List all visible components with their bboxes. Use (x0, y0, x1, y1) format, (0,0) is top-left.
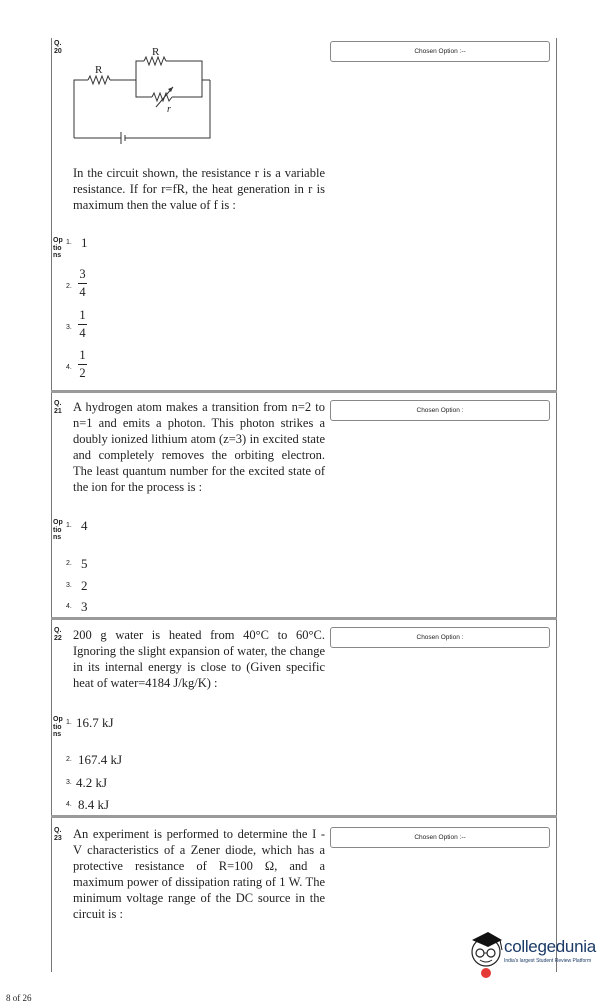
right-border (556, 38, 557, 972)
question-number: Q. 21 (54, 400, 62, 415)
question-number: Q. 23 (54, 827, 62, 842)
option-value: 4 (81, 518, 88, 533)
logo-tagline: India's largest Student Review Platform (504, 958, 592, 964)
option-number: 4. (66, 801, 72, 808)
fraction-denominator: 2 (79, 366, 86, 380)
option-value: 1 (81, 235, 88, 250)
option-value: 4.2 kJ (76, 775, 108, 790)
option-value: 167.4 kJ (78, 752, 123, 767)
option-fraction (78, 309, 87, 340)
option-number: 2. (66, 283, 72, 290)
option-number: 1. (66, 522, 72, 529)
chosen-option-box: Chosen Option : (330, 400, 550, 421)
options-label: Op tio ns (53, 716, 63, 738)
question-number: Q. 22 (54, 627, 62, 642)
option-value: 5 (81, 556, 88, 571)
question-text: An experiment is performed to determine the I - V characteristics of a Zener diode, which has a protective resistance of R=100 Ω, and a maximum power of dissipation rating of 1 W. The minimum voltage range of the DC source in the circuit is : (73, 827, 325, 921)
question-number: Q. 20 (54, 40, 62, 55)
option-value: 3 (81, 599, 88, 614)
question-text: A hydrogen atom makes a transition from n=2 to n=1 and emits a photon. This photon strikes a doubly ionized lithium atom (z=3) in excited state and completely removes the orbiting electron. The least quantum number for the excited state of the ion for the process is : (73, 400, 325, 494)
option-number: 4. (66, 603, 72, 610)
option-number: 2. (66, 756, 72, 763)
option-number: 3. (66, 324, 72, 331)
logo-wordmark: collegedunia (504, 937, 596, 956)
fraction-numerator: 3 (79, 267, 86, 281)
chosen-option-box: Chosen Option :-- (330, 827, 550, 848)
fraction-bar (78, 364, 87, 365)
page-number: 8 of 26 (6, 993, 32, 1003)
option-number: 4. (66, 364, 72, 371)
option-number: 1. (66, 239, 72, 246)
option-value: 8.4 kJ (78, 797, 110, 812)
resistor-label-top: R (152, 46, 160, 58)
question-divider (51, 390, 557, 393)
question-divider (51, 815, 557, 818)
left-border (51, 38, 52, 972)
option-number: 1. (66, 719, 72, 726)
circuit-diagram (70, 45, 220, 165)
variable-resistor-label: r (167, 104, 171, 115)
option-number: 2. (66, 560, 72, 567)
option-fraction (78, 349, 87, 380)
chosen-option-box: Chosen Option : (330, 627, 550, 648)
fraction-denominator: 4 (79, 285, 86, 299)
fraction-numerator: 1 (79, 348, 86, 362)
option-value: 16.7 kJ (76, 715, 114, 730)
fraction-denominator: 4 (79, 326, 86, 340)
fraction-bar (78, 283, 87, 284)
fraction-bar (78, 324, 87, 325)
question-text: In the circuit shown, the resistance r is a variable resistance. If for r=fR, the heat generation in r is maximum then the value of f is : (73, 166, 325, 212)
option-value: 2 (81, 578, 88, 593)
question-text: 200 g water is heated from 40°C to 60°C. Ignoring the slight expansion of water, the change in its internal energy is close to (Given specific heat of water=4184 J/kg/K) : (73, 628, 325, 690)
option-fraction (78, 268, 87, 299)
resistor-label: R (95, 64, 103, 76)
option-number: 3. (66, 779, 72, 786)
options-label: Op tio ns (53, 237, 63, 259)
option-number: 3. (66, 582, 72, 589)
chosen-option-box: Chosen Option :-- (330, 41, 550, 62)
options-label: Op tio ns (53, 519, 63, 541)
fraction-numerator: 1 (79, 308, 86, 322)
question-divider (51, 617, 557, 620)
